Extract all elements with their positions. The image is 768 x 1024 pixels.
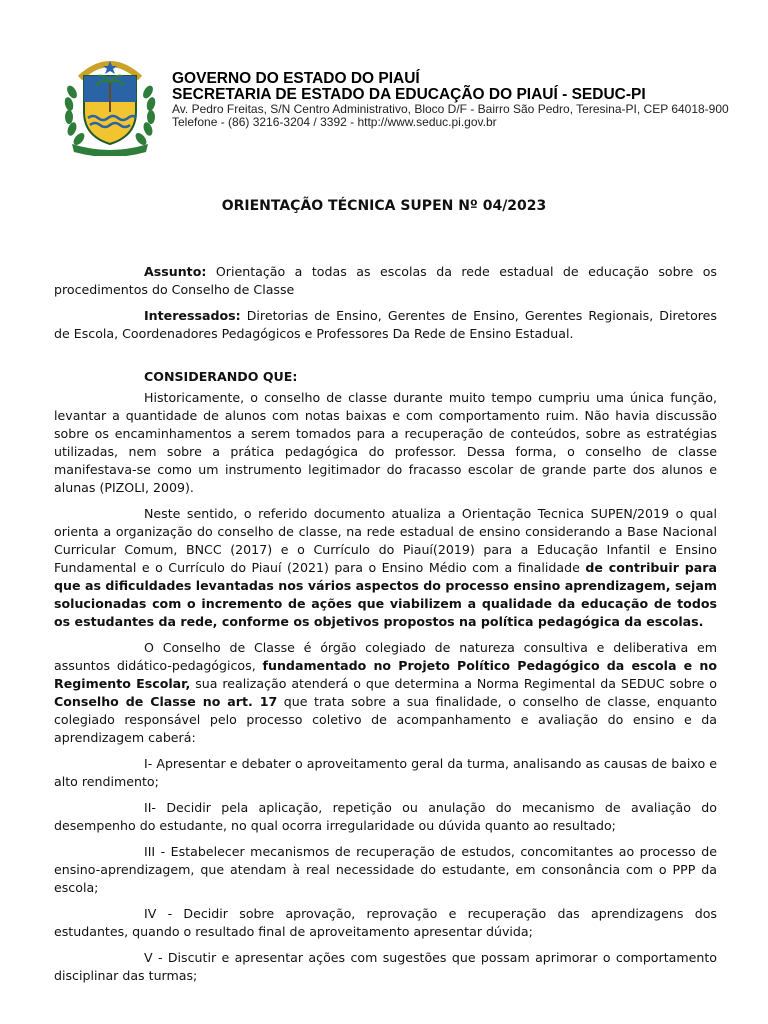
p3-text-e: que trata sobre a sua finalidade, o conselho de classe, enquanto colegiado responsável pelo processo coletivo de acompanhamento e avaliação do ensino e da aprendizagem caberá: (54, 694, 717, 745)
state-coat-of-arms-icon (62, 52, 158, 156)
list-item: I- Apresentar e debater o aproveitamento geral da turma, analisando as causas de baixo e alto rendimento; (54, 756, 717, 789)
government-name: GOVERNO DO ESTADO DO PIAUÍ (172, 70, 420, 87)
considerando-heading: CONSIDERANDO QUE: (144, 369, 298, 384)
paragraph-conselho-de-classe (54, 639, 717, 747)
assunto-paragraph (54, 263, 717, 299)
assunto-text: Orientação a todas as escolas da rede estadual de educação sobre os procedimentos do Conselho de Classe (54, 264, 717, 297)
document-body (54, 263, 717, 985)
list-item: III - Estabelecer mecanismos de recuperação de estudos, concomitantes ao processo de ensino-aprendizagem, que atendam à real necessidade do estudante, em consonância com o PPP da escola; (54, 844, 717, 895)
p3-bold-art17: Conselho de Classe no art. 17 (54, 694, 278, 709)
paragraph-historicamente: Historicamente, o conselho de classe durante muito tempo cumpriu uma única função, levantar a quantidade de alunos com notas baixas e com comportamento ruim. Não havia discussão sobre os encaminhamentos a serem tomados para a recuperação de conteúdos, sobre as estratégias utilizadas, nem sobre a prática pedagógica do professor. Dessa forma, o conselho de classe manifestava-se como um instrumento legitimador do fracasso escolar de grande parte dos alunos e alunas (PIZOLI, 2009). (54, 390, 717, 495)
interessados-label: Interessados: (144, 308, 241, 323)
contact-line: Telefone - (86) 3216-3204 / 3392 - http://www.seduc.pi.gov.br (172, 115, 497, 129)
list-item: V - Discutir e apresentar ações com sugestões que possam aprimorar o comportamento disciplinar das turmas; (54, 950, 717, 983)
interessados-text: Diretorias de Ensino, Gerentes de Ensino, Gerentes Regionais, Diretores de Escola, Coordenadores Pedagógicos e Professores Da Rede de Ensino Estadual. (54, 308, 717, 341)
document-title: ORIENTAÇÃO TÉCNICA SUPEN Nº 04/2023 (221, 198, 547, 214)
p3-text-c: sua realização atenderá o que determina a Norma Regimental da SEDUC sobre o (190, 676, 717, 691)
p2-bold-text: de contribuir para que as dificuldades levantadas nos vários aspectos do processo ensino aprendizagem, sejam solucionadas com o incremento de ações que viabilizem a qualidade da educação de todos os estudantes da rede, conforme os objetivos propostos na política pedagógica da escolas. (54, 560, 718, 629)
list-item: II- Decidir pela aplicação, repetição ou anulação do mecanismo de avaliação do desempenho do estudante, no qual ocorra irregularidade ou dúvida quanto ao resultado; (54, 800, 717, 833)
p3-bold-ppp: fundamentado no Projeto Político Pedagógico da escola e no Regimento Escolar, (54, 658, 717, 691)
letterhead (62, 52, 729, 156)
paragraph-neste-sentido (54, 505, 717, 631)
secretariat-name: SECRETARIA DE ESTADO DA EDUCAÇÃO DO PIAUÍ - SEDUC-PI (172, 86, 646, 103)
p3-text-a: O Conselho de Classe é órgão colegiado de natureza consultiva e deliberativa em assuntos didático-pedagógicos, (54, 640, 717, 673)
p2-text: Neste sentido, o referido documento atualiza a Orientação Tecnica SUPEN/2019 o qual orienta a organização do conselho de classe, na rede estadual de ensino considerando a Base Nacional Curricular Comum, BNCC (2017) e o Currículo do Piauí(2019) para a Educação Infantil e Ensino Fundamental e o Currículo do Piauí (2021) para o Ensino Médio com a finalidade (54, 506, 717, 575)
address-line: Av. Pedro Freitas, S/N Centro Administrativo, Bloco D/F - Bairro São Pedro, Teresina-PI, CEP 64018-900 (172, 102, 729, 116)
assunto-label: Assunto: (144, 264, 207, 279)
list-item: IV - Decidir sobre aprovação, reprovação e recuperação das aprendizagens dos estudantes, quando o resultado final de aproveitamento apresentar dúvida; (54, 906, 717, 939)
letterhead-text (172, 71, 729, 129)
interessados-paragraph (54, 307, 717, 343)
